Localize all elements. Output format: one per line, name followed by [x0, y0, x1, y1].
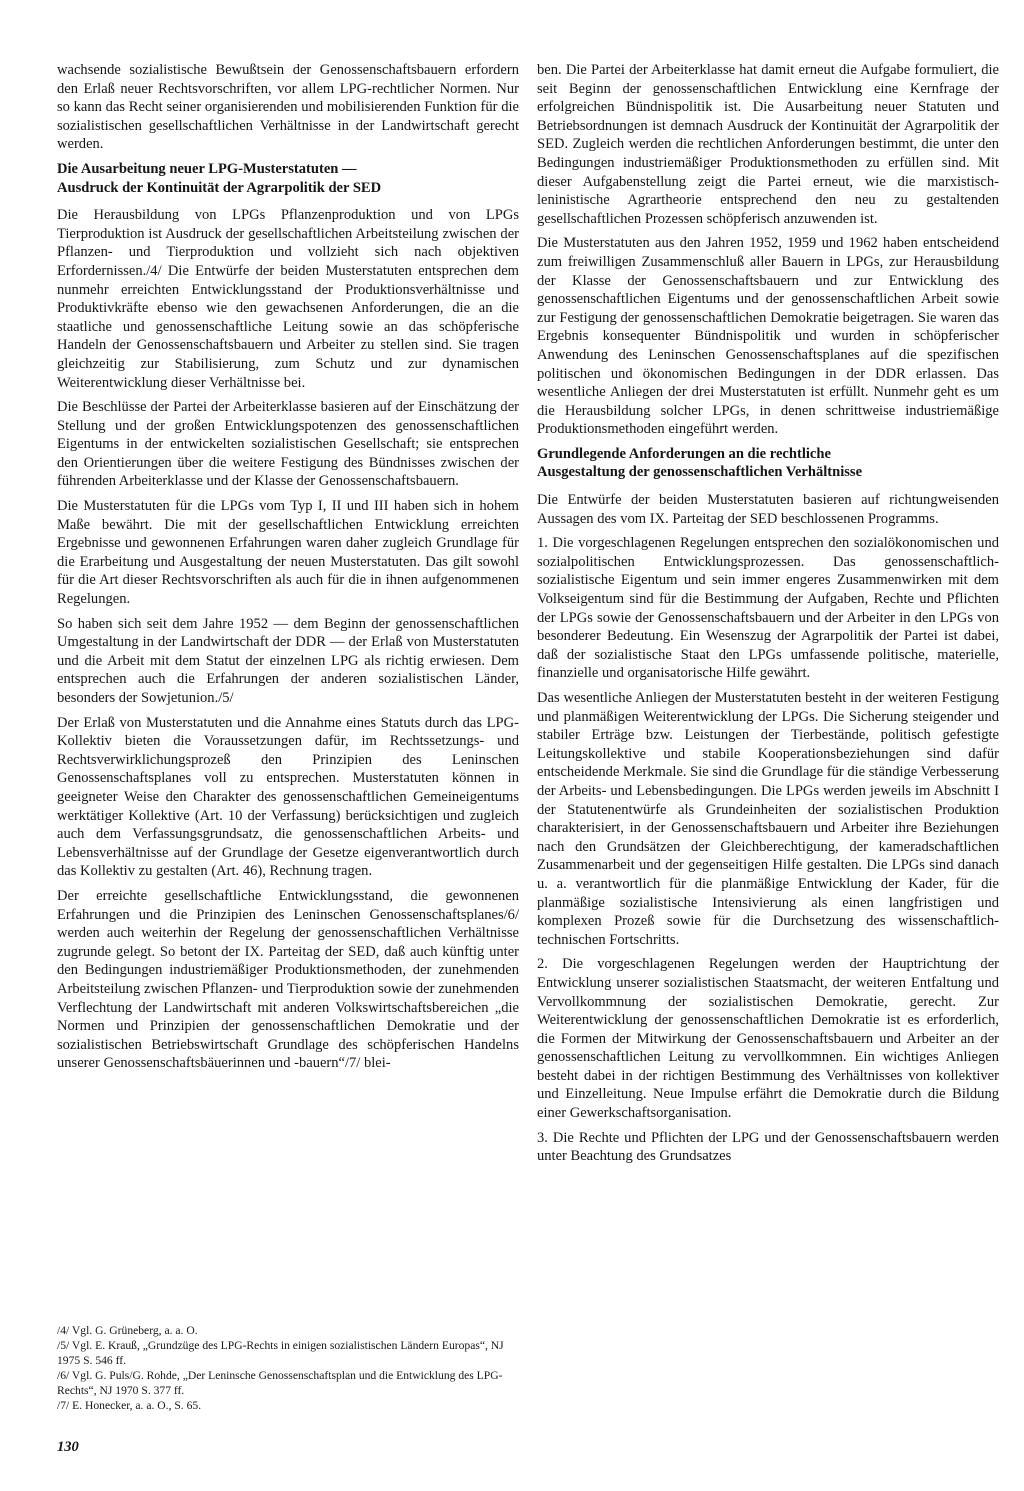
footnote: /4/ Vgl. G. Grüneberg, a. a. O. [57, 1324, 198, 1337]
paragraph: Die Beschlüsse der Partei der Arbeiterklasse basieren auf der Einschätzung der Stellung und der großen Entwicklungspotenzen des genossenschaftlichen Eigentums in der entwickelten sozialistischen Gesellschaft; sie entsprechen den Orientierungen über die weitere Festigung des Bündnisses zwischen der führenden Arbeiterklasse und der Klasse der Genossenschaftsbauern. [57, 399, 519, 490]
paragraph: So haben sich seit dem Jahre 1952 — dem Beginn der genossenschaftlichen Umgestaltung in der Landwirtschaft der DDR — der Erlaß von Musterstatuten und die Arbeit mit dem Statut der einzelnen LPG als richtig erwiesen. Dem entsprechen auch die Erfahrungen der anderen sozialistischen Länder, besonders der Sowjetunion./5/ [57, 615, 519, 706]
paragraph: 3. Die Rechte und Pflichten der LPG und der Genossenschaftsbauern werden unter Beachtung des Grundsatzes [537, 1129, 999, 1165]
paragraph: Die Musterstatuten für die LPGs vom Typ I, II und III haben sich in hohem Maße bewährt. Die mit der gesellschaftlichen Entwicklung erreichten Ergebnisse und gewonnenen Erfahrungen waren daher zugleich Grundlage für die Erarbeitung und Ausgestaltung der neuen Musterstatuten. Das gilt sowohl für die Art dieser Rechtsvorschriften als auch für die in ihnen aufgenommenen Regelungen. [57, 498, 519, 608]
footnote: /5/ Vgl. E. Krauß, „Grundzüge des LPG-Rechts in einigen sozialistischen Ländern Europas“, NJ 1975 S. 546 ff. [57, 1339, 504, 1367]
footnote: /7/ E. Honecker, a. a. O., S. 65. [57, 1399, 202, 1412]
paragraph: Der Erlaß von Musterstatuten und die Annahme eines Statuts durch das LPG-Kollektiv bieten die Voraussetzungen dafür, im Rechtssetzungs- und Rechtsverwirklichungsprozeß den Prinzipien des Leninschen Genossenschaftsplanes voll zu entsprechen. Musterstatuten können in geeigneter Weise den Charakter des genossenschaftlichen Gemeineigentums werktätiger Kollektive (Art. 10 der Verfassung) berücksichtigen und zugleich auch dem Verfassungsgrundsatz, die genossenschaftlichen Arbeits- und Lebensverhältnisse auf der Grundlage der Gesetze eigenverantwortlich durch das Kollektiv zu gestalten (Art. 46), Rechnung tragen. [57, 714, 519, 880]
section-heading [57, 160, 519, 197]
paragraph: 2. Die vorgeschlagenen Regelungen werden der Hauptrichtung der Entwicklung unserer sozialistischen Staatsmacht, der weiteren Entfaltung und Vervollkommnung der sozialistischen Demokratie, gerecht. Zur Weiterentwicklung der genossenschaftlichen Demokratie ist es erforderlich, die Formen der Mitwirkung der Genossenschaftsbauern und Arbeiter an der genossenschaftlichen Leitung zu vervollkommnen. Ein wichtiges Anliegen besteht dabei in der richtigen Bestimmung des Verhältnisses von kollektiver und Einzelleitung. Neue Impulse erfährt die Demokratie durch die Bildung einer Gewerkschaftsorganisation. [537, 956, 999, 1122]
paragraph: 1. Die vorgeschlagenen Regelungen entsprechen den sozialökonomischen und sozialpolitischen Entwicklungsprozessen. Das genossenschaftlich-sozialistische Eigentum und sein immer engeres Zusammenwirken mit dem Volkseigentum sind für die Bestimmung der Aufgaben, Rechte und Pflichten der LPGs sowie der Genossenschaftsbauern und der Arbeiter in den LPGs von besonderer Bedeutung. Ein Wesenszug der Agrarpolitik der Partei ist dabei, daß der sozialistische Staat den LPGs umfassende politische, materielle, finanzielle und organisatorische Hilfe gewährt. [537, 535, 999, 682]
paragraph: Die Musterstatuten aus den Jahren 1952, 1959 und 1962 haben entscheidend zum freiwilligen Zusammenschluß aller Bauern in LPGs, zur Herausbildung der Klasse der Genossenschaftsbauern und zur Entwicklung des genossenschaftlichen Eigentums und der genossenschaftlichen Arbeit sowie zur Festigung der genossenschaftlichen Demokratie beigetragen. Sie waren das Ergebnis konsequenter Bündnispolitik und wurden in schöpferischer Anwendung des Leninschen Genossenschaftsplanes auf die spezifischen politischen und ökonomischen Bedingungen in der DDR erlassen. Das wesentliche Anliegen der drei Musterstatuten ist erfüllt. Nunmehr geht es um die Herausbildung solcher LPGs, in denen schrittweise industriemäßige Produktionsmethoden eingeführt werden. [537, 235, 999, 438]
paragraph: Die Entwürfe der beiden Musterstatuten basieren auf richtungweisenden Aussagen des vom IX. Parteitag der SED beschlossenen Programms. [537, 492, 999, 527]
paragraph: Die Herausbildung von LPGs Pflanzenproduktion und von LPGs Tierproduktion ist Ausdruck der gesellschaftlichen Arbeitsteilung zwischen der Pflanzen- und Tierproduktion und vollzieht sich nach objektiven Erfordernissen./4/ Die Entwürfe der beiden Musterstatuten entsprechen dem nunmehr erreichten Entwicklungsstand der Produktionsverhältnisse und Produktivkräfte ebenso wie den gewachsenen Anforderungen, die an die staatliche und genossenschaftliche Leitung sowie an das schöpferische Handeln der Genossenschaftsbauern und Arbeiter zu stellen sind. Sie tragen gleichzeitig zur Stabilisierung, zum Schutz und zur dynamischen Weiterentwicklung dieser Verhältnisse bei. [57, 207, 519, 391]
section-heading [537, 445, 999, 482]
heading-line: Ausdruck der Kontinuität der Agrarpolitik der SED [57, 179, 382, 196]
paragraph: ben. Die Partei der Arbeiterklasse hat damit erneut die Aufgabe formuliert, die seit Beginn der genossenschaftlichen Entwicklung eine Kernfrage der erfolgreichen Bündnispolitik ist. Die Ausarbeitung neuer Statuten und Betriebsordnungen ist demnach Ausdruck der Kontinuität der Agrarpolitik der SED. Zugleich werden die rechtlichen Anforderungen bestimmt, die unter den Bedingungen industriemäßiger Produktionsmethoden zu erfüllen sind. Mit dieser Aufgabenstellung zeigt die Partei erneut, wie die marxistisch-leninistische Agrartheorie entsprechend den neu zu gestaltenden gesellschaftlichen Prozessen schöpferisch anzuwenden ist. [537, 62, 999, 227]
page-number: 130 [57, 1439, 79, 1455]
heading-line: Die Ausarbeitung neuer LPG-Musterstatuten — [57, 160, 357, 177]
paragraph: Der erreichte gesellschaftliche Entwicklungsstand, die gewonnenen Erfahrungen und die Prinzipien des Leninschen Genossenschaftsplanes/6/ werden auch weiterhin der Regelung der genossenschaftlichen Verhältnisse zugrunde gelegt. So betont der IX. Parteitag der SED, daß auch künftig unter den Bedingungen industriemäßiger Produktionsmethoden, der zunehmenden Arbeitsteilung zwischen Pflanzen- und Tierproduktion sowie der zunehmenden Verflechtung der Landwirtschaft mit anderen Volkswirtschaftsbereichen „die Normen und Prinzipien der genossenschaftlichen Demokratie und der sozialistischen Betriebswirtschaft Grundlage des schöpferischen Handelns unserer Genossenschaftsbäuerinnen und -bauern“/7/ blei- [57, 887, 519, 1072]
footnotes [57, 1323, 519, 1413]
paragraph: Das wesentliche Anliegen der Musterstatuten besteht in der weiteren Festigung und planmäßigen Weiterentwicklung der LPGs. Die Sicherung steigender und stabiler Erträge bzw. Leistungen der Tierbestände, politisch gefestigte Leitungskollektive und stabile Kooperationsbeziehungen sind dafür entscheidende Merkmale. Sie sind die Grundlage für die ständige Verbesserung der Arbeits- und Lebensbedingungen. Die LPGs werden jeweils im Abschnitt I der Statutenentwürfe als Grundeinheiten der sozialistischen Produktion charakterisiert, in der Genossenschaftsbauern und Arbeiter ihre Beziehungen nach den Grundsätzen der Gleichberechtigung, der kameradschaftlichen Zusammenarbeit und der gegenseitigen Hilfe gestalten. Die LPGs sind danach u. a. verantwortlich für die planmäßige Entwicklung der Kader, für die planmäßige sozialistische Intensivierung als einen langfristigen und komplexen Prozeß sowie für die Durchsetzung des wissenschaftlich-technischen Fortschritts. [537, 690, 999, 948]
heading-line: Ausgestaltung der genossenschaftlichen Verhältnisse [537, 464, 863, 481]
left-column [57, 61, 519, 1079]
right-column [537, 61, 999, 1172]
footnote: /6/ Vgl. G. Puls/G. Rohde, „Der Leninsche Genossenschaftsplan und die Entwicklung des LPG-Rechts“, NJ 1970 S. 377 ff. [57, 1369, 503, 1397]
heading-line: Grundlegende Anforderungen an die rechtliche [537, 445, 831, 462]
paragraph: wachsende sozialistische Bewußtsein der Genossenschaftsbauern erfordern den Erlaß neuer Rechtsvorschriften, vor allem LPG-rechtlicher Normen. Nur so kann das Recht seiner organisierenden und mobilisierenden Funktion für die sozialistischen gesellschaftlichen Verhältnisse in der Landwirtschaft gerecht werden. [57, 62, 519, 153]
